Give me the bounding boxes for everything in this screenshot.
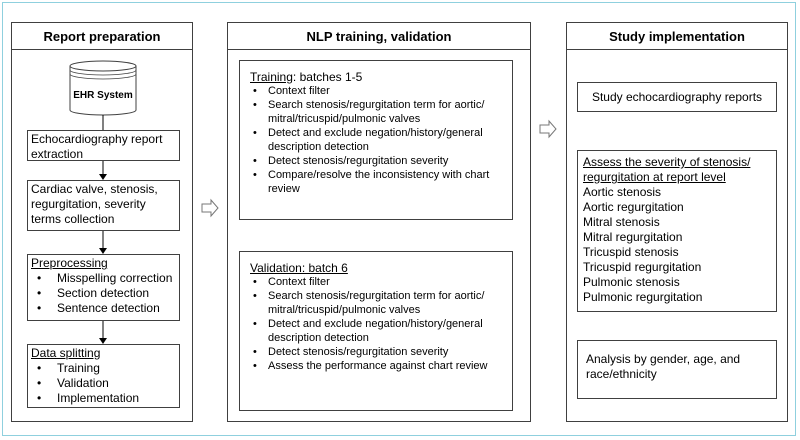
- assess-severity-title: Assess the severity of stenosis/ regurgitation at report level: [583, 155, 751, 184]
- preprocessing-list: [31, 271, 176, 316]
- preprocessing-box: [27, 254, 180, 321]
- analysis-box: [577, 340, 777, 399]
- preprocessing-title: Preprocessing: [31, 256, 108, 270]
- list-item: • Detect stenosis/regurgitation severity: [250, 154, 508, 168]
- training-title-suffix: : batches 1-5: [292, 70, 363, 84]
- flow-arrow-middle-to-right: [540, 121, 556, 137]
- list-item: Tricuspid stenosis: [583, 245, 679, 259]
- list-item: Aortic regurgitation: [583, 200, 684, 214]
- terms-collection-box: [27, 180, 180, 231]
- list-item: • Sentence detection: [31, 301, 176, 316]
- data-splitting-list: [31, 361, 176, 406]
- list-item: • Detect and exclude negation/history/general description detection: [250, 126, 508, 154]
- flow-arrow-left-to-middle: [202, 200, 218, 216]
- list-item: Tricuspid regurgitation: [583, 260, 702, 274]
- validation-box: [239, 251, 513, 411]
- nlp-panel-title: NLP training, validation: [227, 22, 531, 50]
- list-item: Mitral regurgitation: [583, 230, 683, 244]
- ehr-system-label: EHR System: [73, 90, 133, 101]
- list-item: Pulmonic stenosis: [583, 275, 680, 289]
- data-splitting-title: Data splitting: [31, 346, 101, 360]
- report-extraction-text: Echocardiography report extraction: [31, 132, 163, 161]
- analysis-text: Analysis by gender, age, and race/ethnicity: [586, 352, 741, 381]
- list-item: • Search stenosis/regurgitation term for aortic/ mitral/tricuspid/pulmonic valves: [250, 98, 508, 126]
- training-title: [250, 70, 508, 84]
- list-item: • Detect and exclude negation/history/general description detection: [250, 317, 508, 345]
- list-item: • Misspelling correction: [31, 271, 176, 286]
- list-item: Aortic stenosis: [583, 185, 662, 199]
- data-splitting-box: [27, 344, 180, 408]
- valve-list: [583, 185, 771, 305]
- report-preparation-title: Report preparation: [11, 22, 193, 50]
- assess-severity-box: [577, 150, 777, 312]
- training-box: [239, 60, 513, 220]
- terms-collection-text: Cardiac valve, stenosis, regurgitation, severity terms collection: [31, 182, 158, 226]
- list-item: • Search stenosis/regurgitation term for aortic/ mitral/tricuspid/pulmonic valves: [250, 289, 508, 317]
- list-item: • Section detection: [31, 286, 176, 301]
- study-reports-text: Study echocardiography reports: [591, 89, 763, 104]
- list-item: • Context filter: [250, 84, 508, 98]
- list-item: • Context filter: [250, 275, 508, 289]
- list-item: • Training: [31, 361, 176, 376]
- ehr-database-icon: [70, 61, 136, 115]
- study-implementation-title: Study implementation: [566, 22, 788, 50]
- list-item: Mitral stenosis: [583, 215, 660, 229]
- study-reports-box: [577, 82, 777, 112]
- list-item: • Validation: [31, 376, 176, 391]
- list-item: Pulmonic regurgitation: [583, 290, 703, 304]
- report-extraction-box: [27, 130, 180, 161]
- list-item: • Detect stenosis/regurgitation severity: [250, 345, 508, 359]
- training-title-prefix: Training: [250, 70, 293, 84]
- validation-title: Validation: batch 6: [250, 261, 348, 275]
- list-item: • Compare/resolve the inconsistency with chart review: [250, 168, 508, 196]
- validation-list: [250, 275, 508, 373]
- list-item: • Assess the performance against chart review: [250, 359, 508, 373]
- training-list: [250, 84, 508, 196]
- list-item: • Implementation: [31, 391, 176, 406]
